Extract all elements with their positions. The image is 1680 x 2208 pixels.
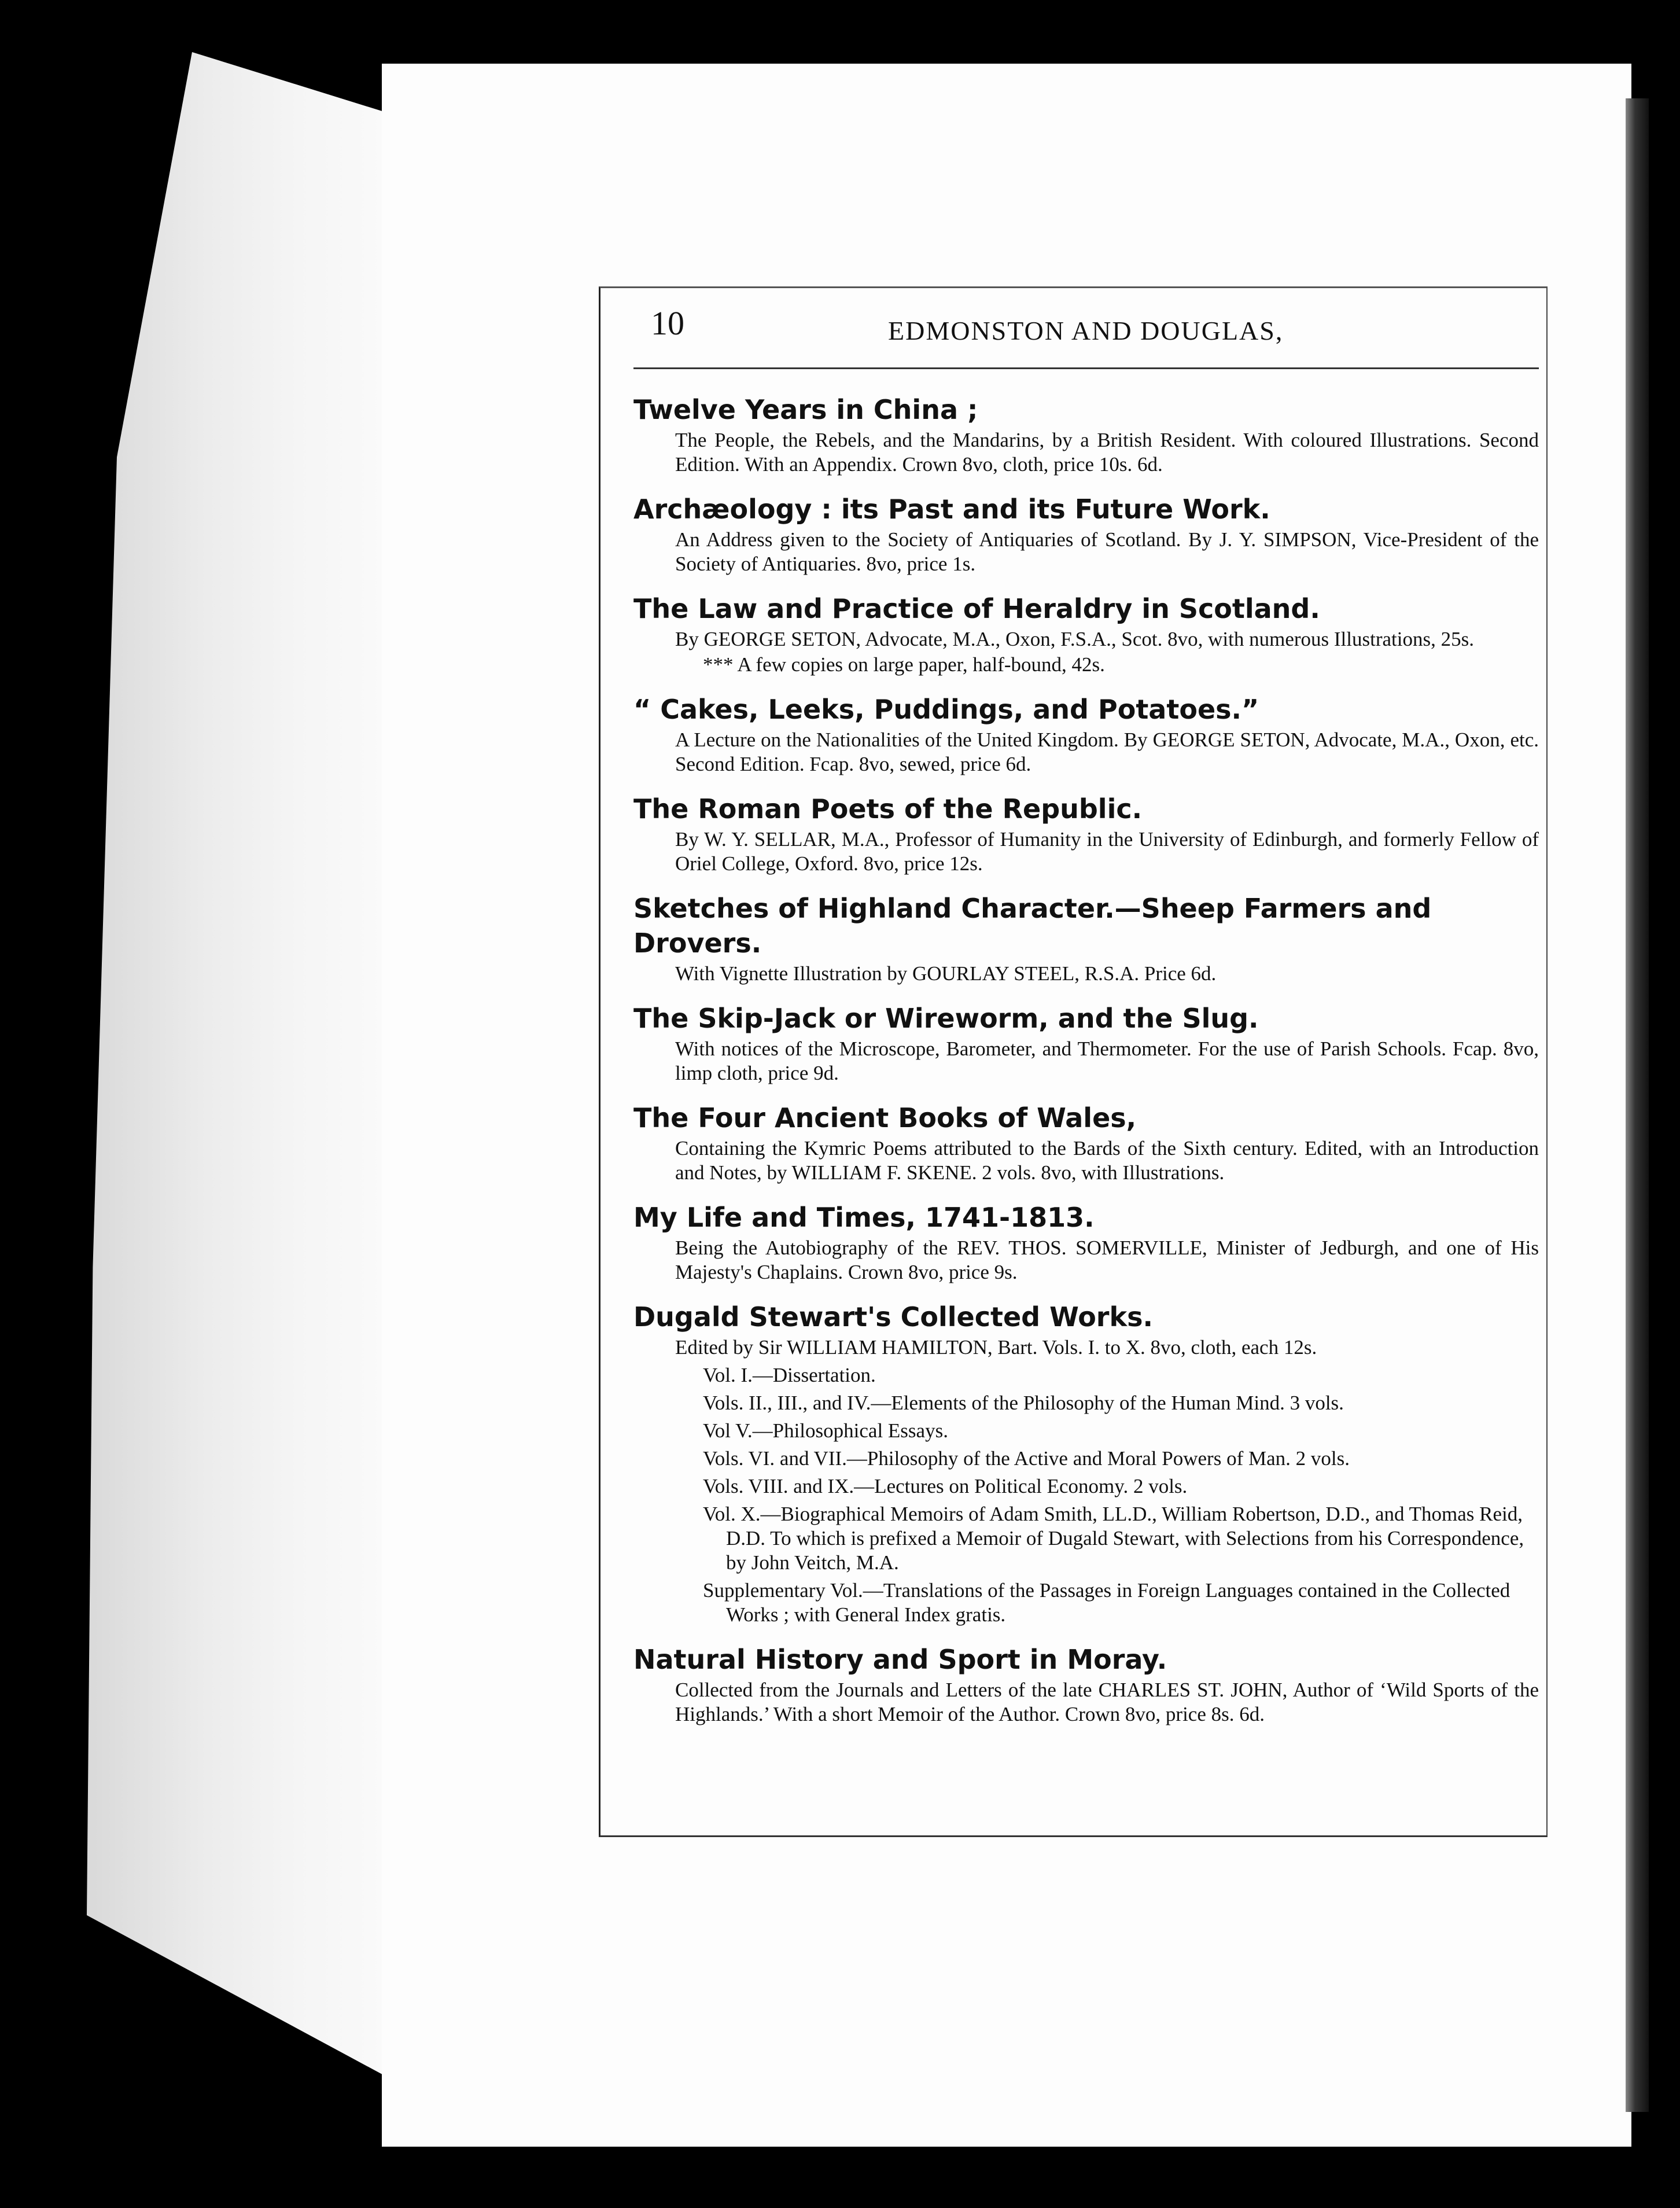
page-content bbox=[633, 292, 1539, 1742]
page-number: 10 bbox=[651, 304, 684, 342]
entry-description: By W. Y. SELLAR, M.A., Professor of Humanity in the University of Edinburgh, and formerly Fellow of Oriel College, Oxford. 8vo, price 12s. bbox=[675, 828, 1539, 875]
entry-description: With notices of the Microscope, Barometer, and Thermometer. For the use of Parish Schools. Fcap. 8vo, limp cloth, price 9d. bbox=[675, 1037, 1539, 1084]
entry-description: Edited by Sir WILLIAM HAMILTON, Bart. Vols. I. to X. 8vo, cloth, each 12s. bbox=[675, 1336, 1317, 1359]
entry-description: A Lecture on the Nationalities of the United Kingdom. By GEORGE SETON, Advocate, M.A., Oxon, etc. Second Edition. Fcap. 8vo, sewed, price 6d. bbox=[675, 728, 1539, 775]
book-entry bbox=[633, 891, 1539, 986]
entry-title: Dugald Stewart's Collected Works. bbox=[633, 1301, 1153, 1333]
entry-title: The Skip-Jack or Wireworm, and the Slug. bbox=[633, 1003, 1259, 1034]
entry-description: An Address given to the Society of Antiquaries of Scotland. By J. Y. SIMPSON, Vice-President of the Society of Antiquaries. 8vo, price 1s. bbox=[675, 528, 1539, 575]
book-entry bbox=[633, 392, 1539, 477]
book-entry bbox=[633, 1001, 1539, 1085]
entry-title: Archæology : its Past and its Future Work. bbox=[633, 494, 1270, 525]
book-entry bbox=[633, 1200, 1539, 1285]
volume-item: Vol V.—Philosophical Essays. bbox=[703, 1419, 948, 1442]
book-entry bbox=[633, 591, 1539, 677]
entry-title: “ Cakes, Leeks, Puddings, and Potatoes.” bbox=[633, 694, 1259, 725]
entry-title: The Roman Poets of the Republic. bbox=[633, 793, 1143, 825]
entry-description: The People, the Rebels, and the Mandarins, by a British Resident. With coloured Illustrations. Second Edition. With an Appendix. Crown 8vo, cloth, price 10s. 6d. bbox=[675, 429, 1539, 476]
entry-title: Twelve Years in China ; bbox=[633, 394, 978, 425]
entry-title: The Four Ancient Books of Wales, bbox=[633, 1102, 1137, 1134]
book-entry bbox=[633, 1300, 1539, 1627]
volume-item: Supplementary Vol.—Translations of the Passages in Foreign Languages contained in the Collected Works ; with General Index gratis. bbox=[703, 1579, 1510, 1626]
volume-item: Vol. X.—Biographical Memoirs of Adam Smith, LL.D., William Robertson, D.D., and Thomas Reid, D.D. To which is prefixed a Memoir of Dugald Stewart, with Selections from his Correspondence, by John Veitch, M.A. bbox=[703, 1503, 1524, 1574]
book-entry bbox=[633, 492, 1539, 576]
volume-item: Vols. VI. and VII.—Philosophy of the Active and Moral Powers of Man. 2 vols. bbox=[703, 1447, 1350, 1470]
book-entry bbox=[633, 1101, 1539, 1185]
book-entry bbox=[633, 792, 1539, 876]
book-entry bbox=[633, 1642, 1539, 1727]
entry-title: My Life and Times, 1741-1813. bbox=[633, 1202, 1095, 1233]
page-header bbox=[633, 292, 1539, 356]
entry-note: *** A few copies on large paper, half-bound, 42s. bbox=[703, 653, 1105, 676]
entry-description: Collected from the Journals and Letters of the late CHARLES ST. JOHN, Author of ‘Wild Sports of the Highlands.’ With a short Memoir of the Author. Crown 8vo, price 8s. 6d. bbox=[675, 1679, 1539, 1725]
volume-item: Vols. VIII. and IX.—Lectures on Political Economy. 2 vols. bbox=[703, 1475, 1188, 1497]
entry-description: Containing the Kymric Poems attributed to the Bards of the Sixth century. Edited, with an Introduction and Notes, by WILLIAM F. SKENE. 2 vols. 8vo, with Illustrations. bbox=[675, 1137, 1539, 1184]
book-entry bbox=[633, 692, 1539, 777]
header-rule bbox=[633, 367, 1539, 369]
volume-item: Vols. II., III., and IV.—Elements of the Philosophy of the Human Mind. 3 vols. bbox=[703, 1392, 1344, 1414]
entry-description: By GEORGE SETON, Advocate, M.A., Oxon, F.S.A., Scot. 8vo, with numerous Illustrations, 25s. bbox=[675, 628, 1474, 650]
entry-description: With Vignette Illustration by GOURLAY STEEL, R.S.A. Price 6d. bbox=[675, 962, 1217, 985]
entry-title: The Law and Practice of Heraldry in Scotland. bbox=[633, 593, 1320, 624]
binding-shadow bbox=[1626, 98, 1649, 2112]
publisher-heading: EDMONSTON AND DOUGLAS, bbox=[888, 316, 1284, 345]
volume-list bbox=[703, 1363, 1539, 1627]
entry-title: Sketches of Highland Character.—Sheep Farmers and Drovers. bbox=[633, 893, 1432, 959]
entry-description: Being the Autobiography of the REV. THOS. SOMERVILLE, Minister of Jedburgh, and one of His Majesty's Chaplains. Crown 8vo, price 9s. bbox=[675, 1237, 1539, 1283]
volume-item: Vol. I.—Dissertation. bbox=[703, 1364, 876, 1386]
entry-title: Natural History and Sport in Moray. bbox=[633, 1644, 1167, 1675]
